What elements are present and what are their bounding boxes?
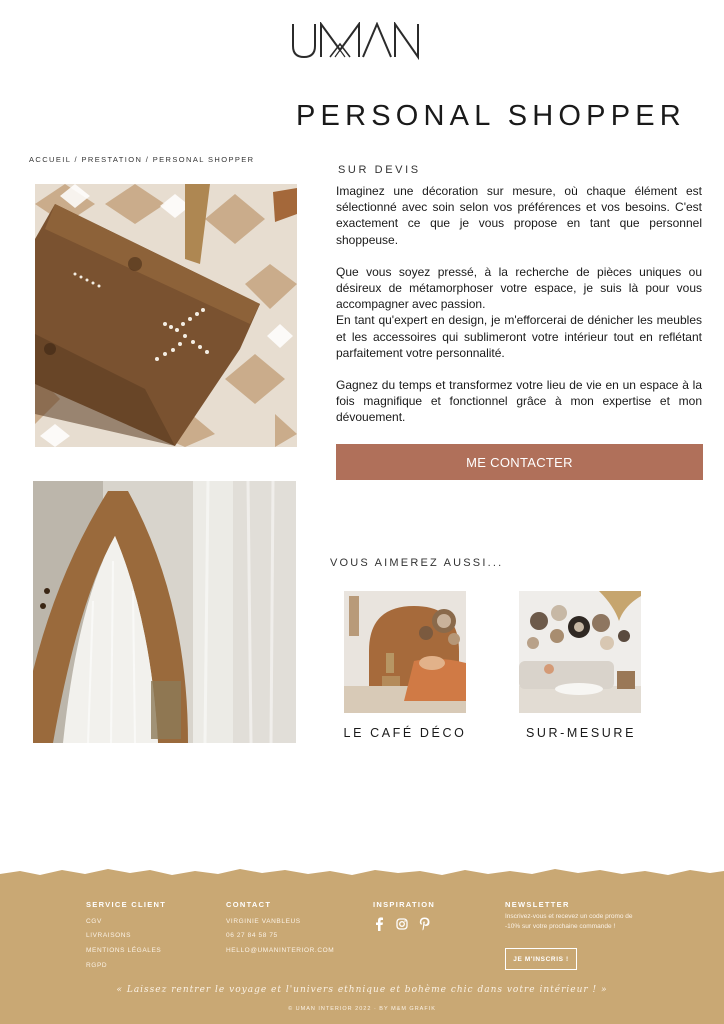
contact-name: VIRGINIE VANBLEUS bbox=[226, 918, 301, 925]
product-image-arch bbox=[33, 481, 296, 743]
page-title: PERSONAL SHOPPER bbox=[296, 100, 686, 132]
description-paragraph: Gagnez du temps et transformez votre lieu de vie en un espace à la fois magnifique et fonctionnel grâce à mon expertise et mon dévouement. bbox=[336, 378, 702, 425]
related-card-label[interactable]: LE CAFÉ DÉCO bbox=[343, 726, 467, 740]
footer-copyright: © UMAN INTERIOR 2022 · BY M&M GRAFIK bbox=[288, 1006, 436, 1012]
description-paragraph: Imaginez une décoration sur mesure, où chaque élément est sélectionné avec soin selon vos préférences et vos besoins. C'est exactement ce que je vous propose en tant que personnel shoppeuse. bbox=[336, 184, 702, 247]
newsletter-text: Inscrivez-vous et recevez un code promo de -10% sur votre prochaine commande ! bbox=[505, 913, 633, 930]
contact-email[interactable]: HELLO@UMANINTERIOR.COM bbox=[226, 947, 335, 954]
product-image-stool bbox=[35, 184, 297, 447]
related-card-image[interactable] bbox=[519, 591, 641, 713]
newsletter-signup-button[interactable]: JE M'INSCRIS ! bbox=[505, 948, 577, 970]
pinterest-icon[interactable] bbox=[419, 917, 430, 931]
footer-quote: « Laissez rentrer le voyage et l'univers ethnique et bohème chic dans votre intérieur ! » bbox=[116, 985, 608, 995]
footer-contact-heading: CONTACT bbox=[226, 900, 272, 909]
footer-link-livraisons[interactable]: LIVRAISONS bbox=[86, 932, 132, 939]
footer-service-heading: SERVICE CLIENT bbox=[86, 900, 167, 909]
contact-button[interactable]: ME CONTACTER bbox=[336, 444, 703, 480]
related-title: VOUS AIMEREZ AUSSI... bbox=[330, 557, 504, 569]
uman-logo[interactable] bbox=[290, 22, 422, 60]
footer-background bbox=[0, 862, 724, 1024]
description bbox=[336, 183, 702, 442]
price-subtitle: SUR DEVIS bbox=[338, 164, 421, 176]
footer-link-cgv[interactable]: CGV bbox=[86, 918, 102, 925]
related-card-label[interactable]: SUR-MESURE bbox=[525, 726, 637, 740]
footer-newsletter-heading: NEWSLETTER bbox=[505, 900, 570, 909]
footer-link-mentions[interactable]: MENTIONS LÉGALES bbox=[86, 947, 162, 954]
facebook-icon[interactable] bbox=[374, 917, 384, 931]
contact-phone[interactable]: 06 27 84 58 75 bbox=[226, 932, 278, 939]
footer-link-rgpd[interactable]: RGPD bbox=[86, 962, 108, 969]
breadcrumb[interactable]: ACCUEIL / PRESTATION / PERSONAL SHOPPER bbox=[29, 155, 255, 164]
instagram-icon[interactable] bbox=[396, 918, 408, 930]
footer-inspiration-heading: INSPIRATION bbox=[373, 900, 436, 909]
description-paragraph: Que vous soyez pressé, à la recherche de pièces uniques ou désireux de métamorphoser votre espace, je suis là pour vous accompagner avec passion. bbox=[336, 264, 702, 312]
description-paragraph: En tant qu'expert en design, je m'efforcerai de dénicher les meubles et les accessoires qui sublimeront votre intérieur tout en reflétant parfaitement votre personnalité. bbox=[336, 313, 702, 360]
related-card-image[interactable] bbox=[344, 591, 466, 713]
